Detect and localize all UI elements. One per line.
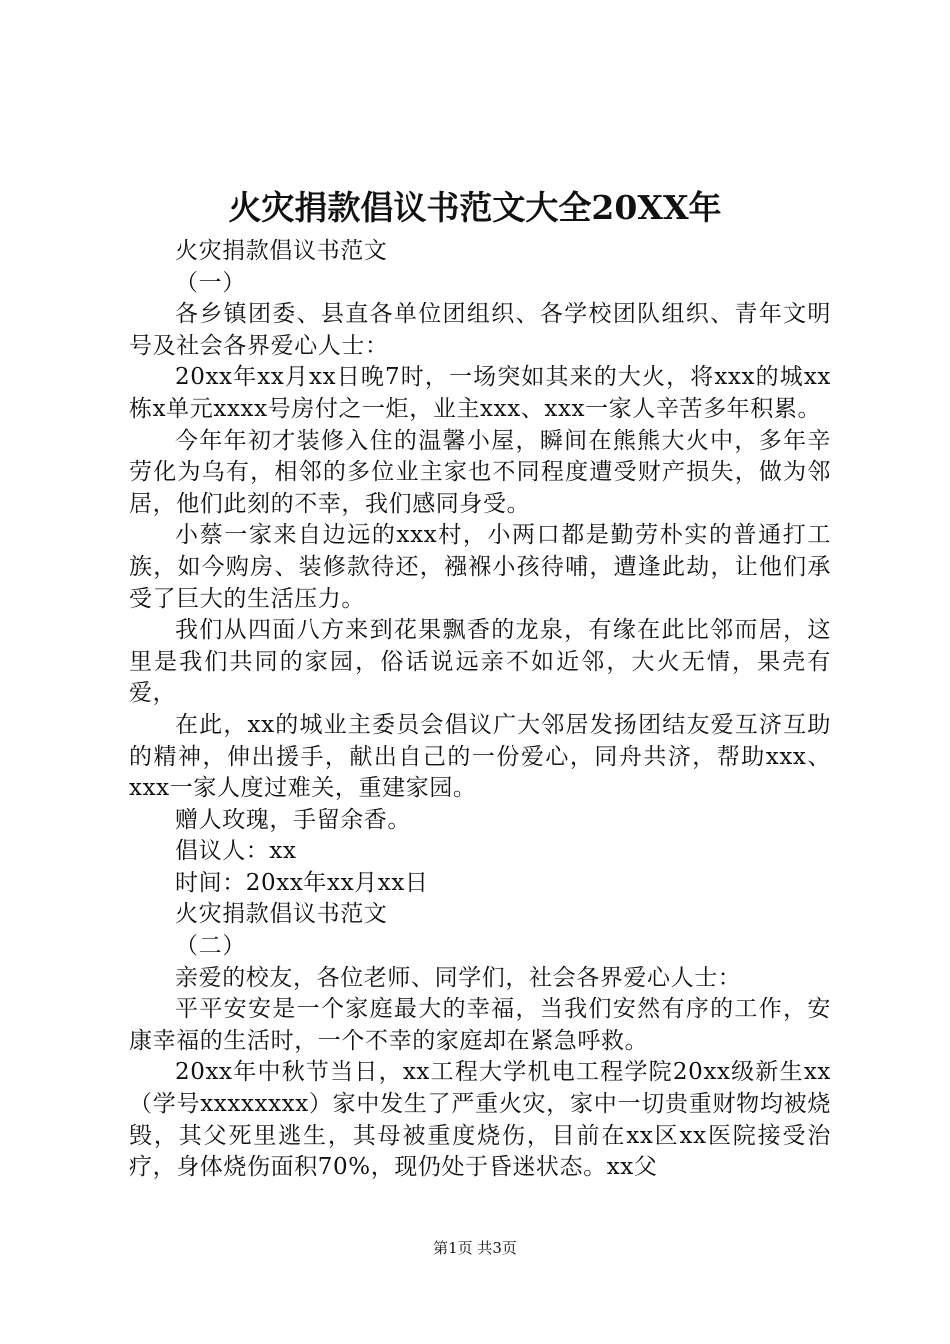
paragraph: 我们从四面八方来到花果飘香的龙泉，有缘在此比邻而居，这里是我们共同的家园，俗话说远亲不如近邻，大火无情，果壳有爱， [129, 617, 831, 707]
paragraph: 倡议人：xx [175, 838, 297, 865]
page-footer: 第1页 共3页 [433, 1239, 517, 1257]
paragraph: 20xx年xx月xx日晚7时，一场突如其来的大火，将xxx的城xx栋x单元xxxx号房付之一炬，业主xxx、xxx一家人辛苦多年积累。 [129, 364, 831, 422]
paragraph: 时间：20xx年xx月xx日 [175, 869, 429, 896]
paragraph: 平平安安是一个家庭最大的幸福，当我们安然有序的工作，安康幸福的生活时，一个不幸的家庭却在紧急呼救。 [129, 996, 831, 1054]
document-body [129, 236, 831, 1184]
paragraph: 赠人玫瑰，手留余香。 [175, 806, 411, 833]
paragraph: 小蔡一家来自边远的xxx村，小两口都是勤劳朴实的普通打工族，如今购房、装修款待还，襁褓小孩待哺，遭逢此劫，让他们承受了巨大的生活压力。 [129, 522, 831, 612]
paragraph: （二） [175, 933, 246, 960]
paragraph: 火灾捐款倡议书范文 [175, 238, 388, 264]
paragraph: 今年年初才装修入住的温馨小屋，瞬间在熊熊大火中，多年辛劳化为乌有，相邻的多位业主家也不同程度遭受财产损失，做为邻居，他们此刻的不幸，我们感同身受。 [129, 427, 831, 517]
paragraph: 20xx年中秋节当日，xx工程大学机电工程学院20xx级新生xx（学号xxxxxxxx）家中发生了严重火灾，家中一切贵重财物均被烧毁，其父死里逃生，其母被重度烧伤，目前在xx区xx医院接受治疗，身体烧伤面积70%，现仍处于昏迷状态。xx父 [129, 1059, 831, 1181]
paragraph: 在此，xx的城业主委员会倡议广大邻居发扬团结友爱互济互助的精神，伸出援手，献出自己的一份爱心，同舟共济，帮助xxx、xxx一家人度过难关，重建家园。 [129, 711, 831, 802]
paragraph: 火灾捐款倡议书范文 [175, 901, 388, 928]
paragraph: （一） [175, 269, 246, 296]
paragraph: 各乡镇团委、县直各单位团组织、各学校团队组织、青年文明号及社会各界爱心人士： [129, 301, 831, 359]
paragraph: 亲爱的校友，各位老师、同学们，社会各界爱心人士： [175, 964, 742, 991]
page-title: 火灾捐款倡议书范文大全20XX年 [228, 188, 722, 227]
